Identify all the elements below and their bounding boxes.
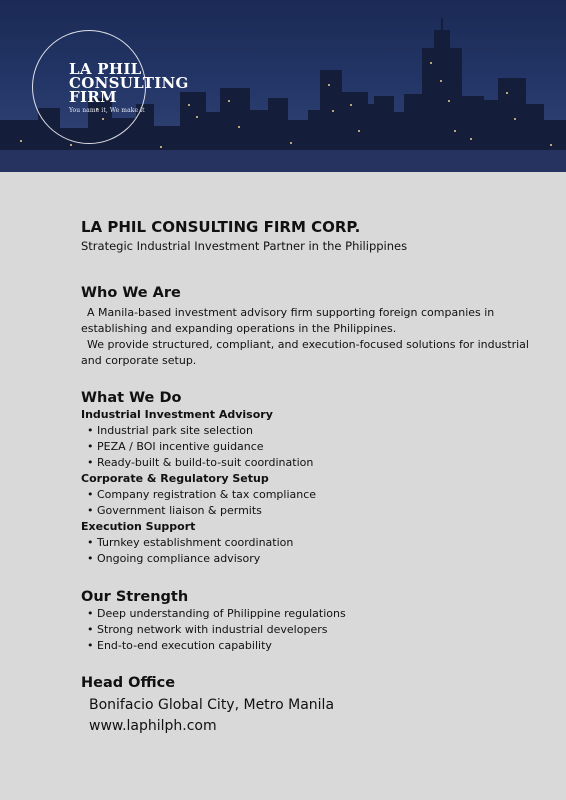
office-address: Bonifacio Global City, Metro Manila — [89, 697, 335, 713]
company-name: LA PHIL CONSULTING FIRM CORP. — [81, 218, 361, 236]
list-item: • End-to-end execution capability — [87, 638, 541, 654]
section-heading: What We Do — [81, 390, 182, 406]
who-we-are-section — [81, 284, 541, 369]
paragraph: We provide structured, compliant, and execution-focused solutions for industrial and corporate setup. — [81, 338, 529, 367]
list-item: • Government liaison & permits — [87, 503, 541, 519]
bullet-list — [81, 606, 541, 654]
list-item: • PEZA / BOI incentive guidance — [87, 439, 541, 455]
logo-line-3: FIRM — [69, 88, 117, 106]
section-heading: Who We Are — [81, 285, 181, 301]
subsection-heading: Execution Support — [81, 520, 196, 533]
head-office-section — [81, 674, 541, 737]
bullet-list — [81, 535, 541, 567]
section-heading: Our Strength — [81, 589, 189, 605]
document-body — [81, 218, 541, 737]
list-item: • Ready-built & build-to-suit coordination — [87, 455, 541, 471]
our-strength-section — [81, 588, 541, 654]
list-item: • Company registration & tax compliance — [87, 487, 541, 503]
list-item: • Turnkey establishment coordination — [87, 535, 541, 551]
logo-wordmark — [69, 62, 189, 104]
subsection-heading: Industrial Investment Advisory — [81, 408, 273, 421]
website-link[interactable]: www.laphilph.com — [89, 718, 217, 734]
bullet-list — [81, 423, 541, 471]
bullet-list — [81, 487, 541, 519]
subsection-heading: Corporate & Regulatory Setup — [81, 472, 269, 485]
list-item: • Strong network with industrial developers — [87, 622, 541, 638]
list-item: • Deep understanding of Philippine regulations — [87, 606, 541, 622]
logo-tagline: You name it, We make it — [69, 107, 145, 114]
list-item: • Industrial park site selection — [87, 423, 541, 439]
company-tagline: Strategic Industrial Investment Partner in the Philippines — [81, 239, 408, 253]
paragraph: A Manila-based investment advisory firm supporting foreign companies in establishing and expanding operations in the Philippines. — [81, 306, 495, 335]
hero-banner — [0, 0, 566, 172]
list-item: • Ongoing compliance advisory — [87, 551, 541, 567]
logo-line-2: CONSULTING — [69, 74, 189, 92]
logo-line-1: LA PHIL — [69, 60, 142, 78]
section-heading: Head Office — [81, 675, 176, 691]
what-we-do-section — [81, 389, 541, 567]
